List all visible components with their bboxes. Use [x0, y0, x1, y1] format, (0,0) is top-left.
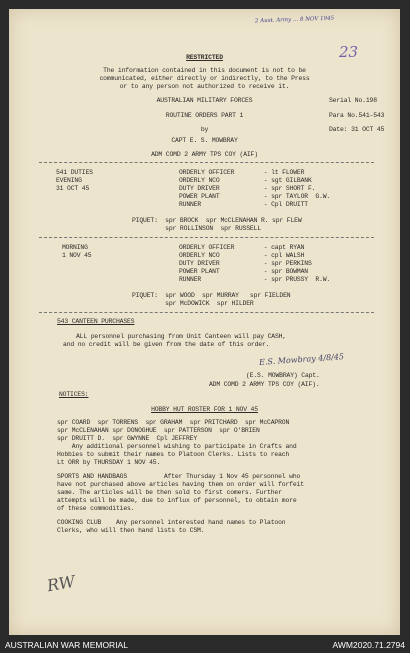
notice-line: spr DRUITT D. spr GWYNNE Cpl JEFFREY: [57, 435, 198, 442]
duty-row: ORDERLY NCO - sgt GILBANK: [179, 177, 312, 184]
officer-name: CAPT E. S. MOWBRAY: [171, 137, 238, 144]
notice-line: of these commodities.: [57, 505, 135, 512]
unit-name: ADM COMD 2 ARMY TPS COY (AIF): [151, 151, 258, 158]
archive-footer: [0, 637, 410, 653]
duties1-heading-3: 31 OCT 45: [56, 185, 90, 192]
notice-line: SPORTS AND HANDBAGS After Thursday 1 Nov 45 personnel who: [57, 473, 301, 480]
notice-line: same. The articles will be then sold to first comers. Further: [57, 489, 282, 496]
footer-accession: AWM2020.71.2794: [332, 640, 405, 650]
canteen-heading: 543 CANTEEN PURCHASES: [57, 318, 135, 325]
signature-typed: (E.S. MOWBRAY) Capt.: [246, 372, 320, 379]
notices-heading: NOTICES:: [59, 391, 89, 398]
serial-number: Serial No.198: [329, 97, 377, 104]
duty-row: RUNNER - spr PRUSSY R.W.: [179, 276, 331, 283]
notice-line: spr McCLENAHAN spr DONOGHUE spr PATTERSON spr O'BRIEN: [57, 427, 260, 434]
divider: [39, 312, 374, 313]
received-stamp: 2 Aust. Army ... 8 NOV 1945: [254, 15, 335, 25]
duties1-heading-2: EVENING: [56, 177, 82, 184]
notice-line: COOKING CLUB Any personnel interested hand names to Platoon: [57, 519, 286, 526]
piquet-line: spr McDOWICK spr HILDER: [132, 300, 254, 307]
duty-row: ORDERLY OFFICER - capt RYAN: [179, 244, 305, 251]
duty-row: DUTY DRIVER - spr PERKINS: [179, 260, 312, 267]
initials-mark: RW: [45, 571, 77, 596]
notice-line: spr COARD spr TORRENS spr GRAHAM spr PRITCHARD spr McCAPRON: [57, 419, 290, 426]
handwritten-number: 23: [339, 43, 359, 61]
handwritten-signature: E.S. Mowbray 4/8/45: [258, 352, 345, 367]
classification-heading: RESTRICTED: [186, 54, 223, 61]
document-page: [9, 9, 400, 635]
canteen-line-2: and no credit will be given from the date of this order.: [63, 341, 270, 348]
hobby-heading: HOBBY HUT ROSTER FOR 1 NOV 45: [151, 406, 258, 413]
notice-line: Hobbies to submit their names to Platoon Clerks. Lists to reach: [57, 451, 290, 458]
notice-line: attempts will be made, due to influx of personnel, to obtain more: [57, 497, 297, 504]
duty-row: POWER PLANT - spr BOWMAN: [179, 268, 308, 275]
warning-line-2: communicated, either directly or indirectly, to the Press: [99, 75, 310, 82]
piquet-line: PIQUET: spr BROCK spr McCLENAHAN R. spr FLEW: [132, 217, 302, 224]
notice-line: Clerks, who will then hand lists to CSM.: [57, 527, 205, 534]
piquet-line: PIQUET: spr WOOD spr MURRAY spr FIELDEN: [132, 292, 291, 299]
notice-line: have not purchased above articles having them on order will forfeit: [57, 481, 304, 488]
notice-line: Any additional personnel wishing to participate in Crafts and: [57, 443, 297, 450]
duty-row: POWER PLANT - spr TAYLOR G.W.: [179, 193, 331, 200]
warning-line-3: or to any person not authorized to receive it.: [119, 83, 290, 90]
notice-line: Lt ORR by THURSDAY 1 NOV 45.: [57, 459, 161, 466]
order-date: Date: 31 OCT 45: [329, 126, 385, 133]
duty-row: RUNNER - Cpl DRUITT: [179, 201, 308, 208]
divider: [39, 162, 374, 163]
footer-institution: AUSTRALIAN WAR MEMORIAL: [5, 640, 128, 650]
canteen-line-1: ALL personnel purchasing from Unit Canteen will pay CASH,: [76, 333, 287, 340]
signature-unit: ADM COMD 2 ARMY TPS COY (AIF).: [209, 381, 320, 388]
duty-row: DUTY DRIVER - spr SHORT F.: [179, 185, 316, 192]
duties2-heading-1: MORNING: [62, 244, 88, 251]
orders-title: ROUTINE ORDERS PART 1: [165, 112, 244, 119]
by-label: by: [200, 126, 209, 133]
duty-row: ORDERLY OFFICER - lt FLOWER: [179, 169, 305, 176]
duties2-heading-2: 1 NOV 45: [62, 252, 92, 259]
force-title: AUSTRALIAN MILITARY FORCES: [156, 97, 253, 104]
warning-line-1: The information contained in this document is not to be: [103, 67, 306, 74]
duties1-heading-1: 541 DUTIES: [56, 169, 93, 176]
para-number: Para No.541-543: [329, 112, 385, 119]
piquet-line: spr ROLLINSON spr RUSSELL: [132, 225, 261, 232]
duty-row: ORDERLY NCO - cpl WALSH: [179, 252, 305, 259]
divider: [39, 237, 374, 238]
